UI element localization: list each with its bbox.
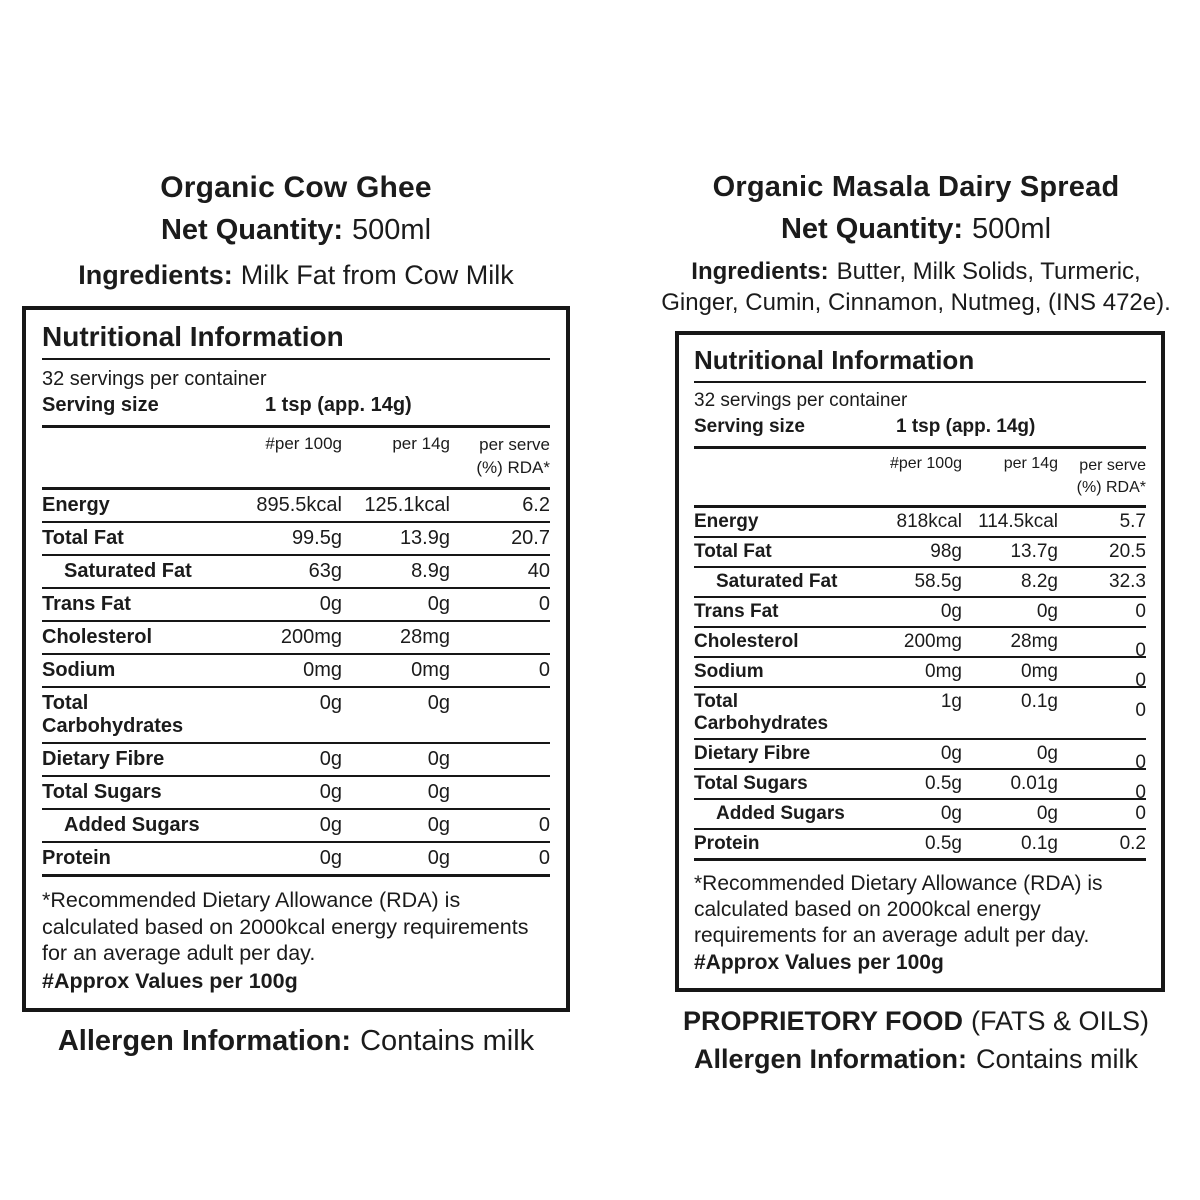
net-quantity-label: Net Quantity: [780,212,964,245]
nutrition-row [694,628,1146,662]
column-header-per-serve [1058,455,1146,498]
nutrient-label: Sodium [42,659,116,682]
allergen-label: Allergen Information: [57,1024,352,1057]
column-header-row [694,449,1146,508]
servings-per-container: 32 servings per container [42,368,267,391]
column-header-per-serve [450,434,550,480]
nutrition-facts-box [22,306,570,1012]
serving-size-label: Serving size [42,394,159,417]
product-title: Organic Masala Dairy Spread [712,171,1120,203]
serving-size-value: 1 tsp (app. 14g) [265,394,412,417]
nutrition-row [42,843,550,877]
net-quantity-line [22,213,570,248]
nutrient-label: Total Sugars [42,781,162,804]
per-serve-value: 20.5 [1109,541,1146,563]
panel-masala-dairy-spread [660,170,1172,1075]
ingredients-label: Ingredients: [78,259,233,290]
net-quantity-line [660,212,1172,247]
per-14g-value: 0g [427,847,450,870]
allergen-line [660,1043,1172,1075]
proprietary-food-category: (FATS & OILS) [971,1006,1150,1037]
serving-size-value: 1 tsp (app. 14g) [896,415,1036,437]
per-serve-value: 0 [1135,601,1146,623]
column-header-per-14g: per 14g [1003,454,1058,472]
per-serve-value: 0 [1135,700,1146,722]
per-100g-value: 818kcal [896,511,962,533]
per-serve-value: 0 [1135,803,1146,825]
per-100g-value: 63g [308,560,342,583]
per-100g-value: 0g [319,814,342,837]
per-100g-value: 895.5kcal [256,494,342,517]
nutrient-label: Energy [42,494,110,517]
nutrient-label: Total Sugars [694,773,808,795]
per-14g-value: 0.1g [1021,833,1058,855]
per-serve-line1: per serve [479,435,550,455]
nutrient-label: Dietary Fibre [42,748,165,771]
per-14g-value: 0mg [1021,661,1058,683]
ingredients-value: Butter, Milk Solids, Turmeric, Ginger, Cumin, Cinnamon, Nutmeg, (INS 472e). [661,257,1171,316]
ingredients-line [22,259,570,293]
nutrient-label: Added Sugars [716,803,845,825]
nutrition-row [42,523,550,556]
nutrient-label: Protein [42,847,111,870]
per-14g-value: 8.2g [1021,571,1058,593]
ingredients-value: Milk Fat from Cow Milk [240,259,514,290]
nutrition-row [42,556,550,589]
nutrient-label: Saturated Fat [64,560,192,583]
servings-per-container: 32 servings per container [694,390,908,412]
column-header-per-100g: #per 100g [889,454,962,472]
per-100g-value: 0g [940,743,962,765]
allergen-value: Contains milk [975,1043,1139,1074]
nutrition-row [42,777,550,810]
per-14g-value: 8.9g [411,560,450,583]
rda-footnote: *Recommended Dietary Allowance (RDA) is calculated based on 2000kcal energy requirements for an average adult per day. [694,872,1103,948]
ingredients-label: Ingredients: [691,257,829,285]
nutrition-row [42,810,550,843]
proprietary-food-label: PROPRIETORY FOOD [682,1006,963,1037]
per-100g-value: 0.5g [925,833,962,855]
net-quantity-value: 500ml [352,214,432,246]
per-100g-value: 98g [930,541,962,563]
nutrient-label: Trans Fat [694,601,779,623]
nutrition-row [694,568,1146,598]
per-serve-value: 0 [538,814,550,837]
column-header-per-100g: #per 100g [265,434,342,454]
net-quantity-label: Net Quantity: [160,214,344,246]
nutrition-row [694,770,1146,804]
serving-size-label: Serving size [694,415,805,437]
per-100g-value: 200mg [280,626,342,649]
per-100g-value: 0g [319,781,342,804]
allergen-value: Contains milk [360,1024,535,1057]
per-100g-value: 0g [940,803,962,825]
per-100g-value: 0mg [925,661,962,683]
nutrition-row [694,538,1146,568]
nutrient-label: Dietary Fibre [694,743,811,765]
per-14g-value: 28mg [399,626,450,649]
nutrition-title: Nutritional Information [694,345,1146,383]
allergen-line [22,1024,570,1059]
allergen-label: Allergen Information: [693,1043,967,1074]
net-quantity-value: 500ml [972,212,1052,245]
per-14g-value: 0g [427,814,450,837]
nutrient-label: Energy [694,511,759,533]
nutrient-label: Added Sugars [64,814,200,837]
serving-size-line [42,394,550,428]
approx-values-note: #Approx Values per 100g [42,968,298,993]
column-header-per-14g: per 14g [392,434,450,454]
per-14g-value: 0g [1036,803,1058,825]
per-14g-value: 0g [427,593,450,616]
per-serve-value: 0 [538,847,550,870]
per-14g-value: 0.01g [1010,773,1058,795]
per-14g-value: 0mg [411,659,450,682]
per-100g-value: 0g [940,601,962,623]
per-serve-value: 5.7 [1119,511,1146,533]
approx-values-note: #Approx Values per 100g [694,951,944,975]
nutrient-label: Total Carbohydrates [694,691,829,735]
per-14g-value: 0g [427,781,450,804]
nutrition-row [42,589,550,622]
nutrient-label: Total Fat [42,527,124,550]
per-14g-value: 0g [427,748,450,771]
nutrient-label: Total Carbohydrates [42,692,184,738]
nutrition-title: Nutritional Information [42,320,550,361]
per-100g-value: 0g [319,748,342,771]
nutrition-rows [694,508,1146,861]
nutrient-label: Saturated Fat [716,571,838,593]
per-14g-value: 0.1g [1021,691,1058,713]
per-14g-value: 13.7g [1010,541,1058,563]
nutrition-row [694,740,1146,774]
per-14g-value: 0g [1036,743,1058,765]
per-100g-value: 58.5g [914,571,962,593]
per-serve-line1: per serve [1079,456,1146,474]
per-100g-value: 0mg [303,659,342,682]
nutrition-row [694,688,1146,740]
per-14g-value: 13.9g [399,527,450,550]
per-serve-value: 0 [1135,752,1146,774]
per-14g-value: 28mg [1010,631,1058,653]
nutrition-row [42,688,550,744]
serving-size-line [694,416,1146,449]
nutrition-rows [42,490,550,877]
column-header-row [42,428,550,490]
per-serve-value: 0 [1135,782,1146,804]
nutrition-row [694,800,1146,830]
product-title: Organic Cow Ghee [160,171,432,204]
nutrition-row [694,508,1146,538]
rda-footnote: *Recommended Dietary Allowance (RDA) is calculated based on 2000kcal energy requirements for an average adult per day. [42,888,529,966]
per-100g-value: 200mg [903,631,962,653]
nutrition-row [42,490,550,523]
nutrient-label: Cholesterol [694,631,799,653]
nutrition-row [694,830,1146,861]
nutrient-label: Total Fat [694,541,772,563]
per-14g-value: 114.5kcal [978,511,1058,533]
nutrition-row [42,744,550,777]
per-serve-value: 0 [1135,670,1146,692]
nutrition-row [694,598,1146,628]
per-serve-value: 0 [1135,640,1146,662]
per-100g-value: 0g [319,847,342,870]
per-100g-value: 0g [319,593,342,616]
per-14g-value: 0g [427,692,450,715]
per-100g-value: 99.5g [291,527,342,550]
ingredients-line [660,256,1172,318]
per-serve-value: 40 [527,560,550,583]
per-serve-line2: (%) RDA* [1076,478,1146,496]
per-14g-value: 0g [1036,601,1058,623]
nutrient-label: Cholesterol [42,626,153,649]
nutrition-row [42,622,550,655]
per-serve-value: 0 [538,593,550,616]
per-100g-value: 1g [940,691,962,713]
per-100g-value: 0g [319,692,342,715]
nutrient-label: Protein [694,833,760,855]
per-serve-value: 0 [538,659,550,682]
panel-cow-ghee [22,170,570,1059]
nutrient-label: Trans Fat [42,593,131,616]
per-14g-value: 125.1kcal [364,494,450,517]
nutrient-label: Sodium [694,661,764,683]
per-serve-value: 32.3 [1109,571,1146,593]
nutrition-facts-box [675,331,1165,992]
proprietary-food-line [660,1005,1172,1037]
per-serve-value: 0.2 [1119,833,1146,855]
per-serve-line2: (%) RDA* [476,458,550,478]
nutrition-row [694,658,1146,692]
per-serve-value: 6.2 [522,494,550,517]
per-serve-value: 20.7 [511,527,550,550]
per-100g-value: 0.5g [925,773,962,795]
nutrition-row [42,655,550,688]
